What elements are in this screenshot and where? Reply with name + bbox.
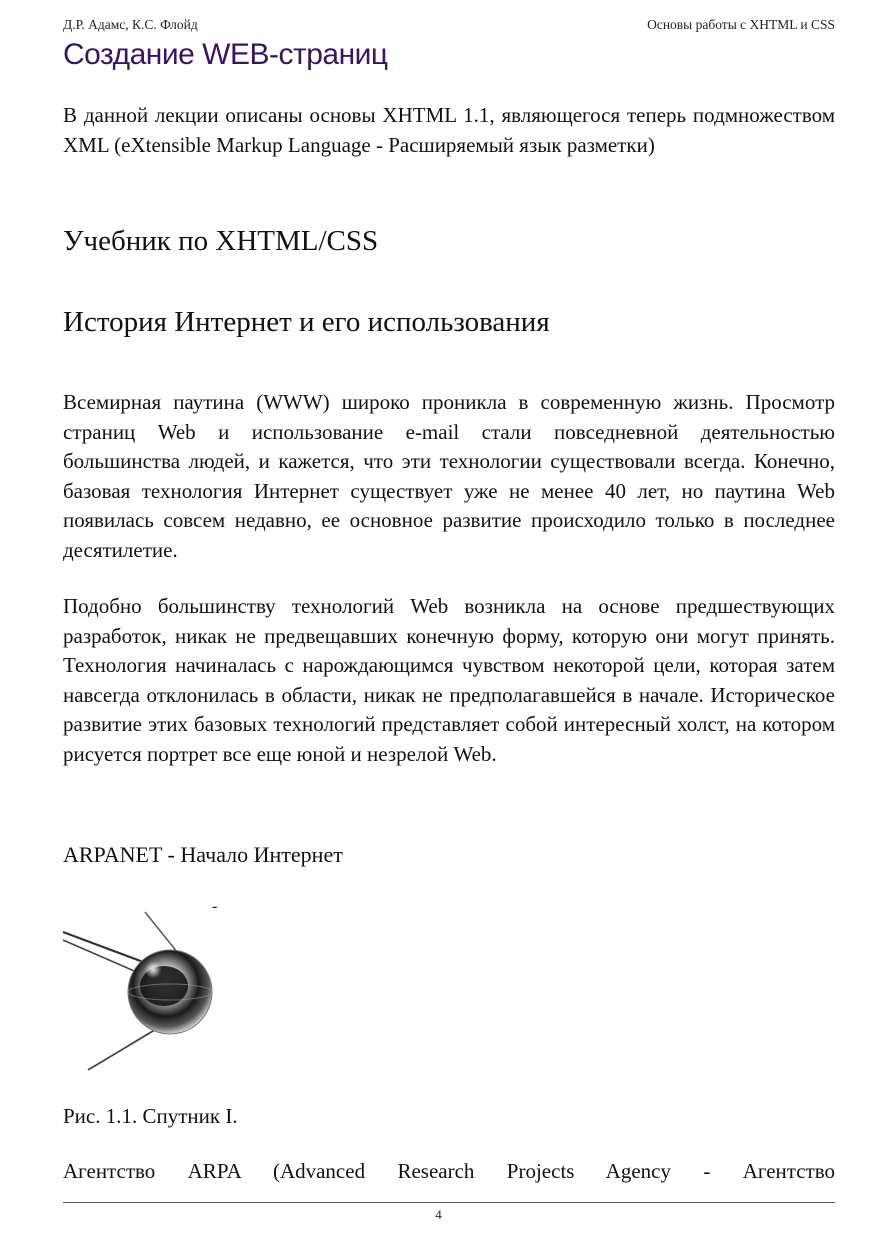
section-heading-history: История Интернет и его использования [63, 306, 550, 338]
intro-paragraph: В данной лекции описаны основы XHTML 1.1, являющегося теперь подмножеством XML (eXtensible Markup Language - Расширяемый язык разметки) [63, 103, 835, 157]
page-title: Создание WEB-страниц [63, 38, 388, 71]
header-book-title: Основы работы с XHTML и CSS [647, 17, 835, 32]
history-paragraph-3-start: Агентство ARPA (Advanced Research Projects Agency - Агентство [63, 1159, 835, 1183]
figure-caption: Рис. 1.1. Спутник I. [63, 1104, 238, 1128]
history-paragraph-2: Подобно большинству технологий Web возникла на основе предшествующих разработок, никак не предвещавших конечную форму, которую они могут принять. Технология начиналась с нарождающимся чувством некоторой цели, которая затем навсегда отклонилась в области, никак не предполагавшейся в начале. Историческое развитие этих базовых технологий представляет собой интересный холст, на котором рисуется портрет все еще юной и незрелой Web. [63, 594, 835, 766]
sputnik-image [60, 910, 230, 1075]
subsection-heading-arpanet: ARPANET - Начало Интернет [63, 842, 343, 867]
header-authors: Д.Р. Адамс, К.С. Флойд [63, 17, 198, 32]
section-heading-tutorial: Учебник по XHTML/CSS [63, 225, 379, 257]
history-paragraph-1: Всемирная паутина (WWW) широко проникла в современную жизнь. Просмотр страниц Web и использование e-mail стали повседневной деятельностью большинства людей, и кажется, что эти технологии существовали всегда. Конечно, базовая технология Интернет существует уже не менее 40 лет, но паутина Web появилась совсем недавно, ее основное развитие происходило только в последнее десятилетие. [63, 390, 835, 562]
stray-dash: - [212, 898, 218, 915]
page-number: 4 [435, 1207, 442, 1222]
footer-rule [63, 1202, 835, 1203]
